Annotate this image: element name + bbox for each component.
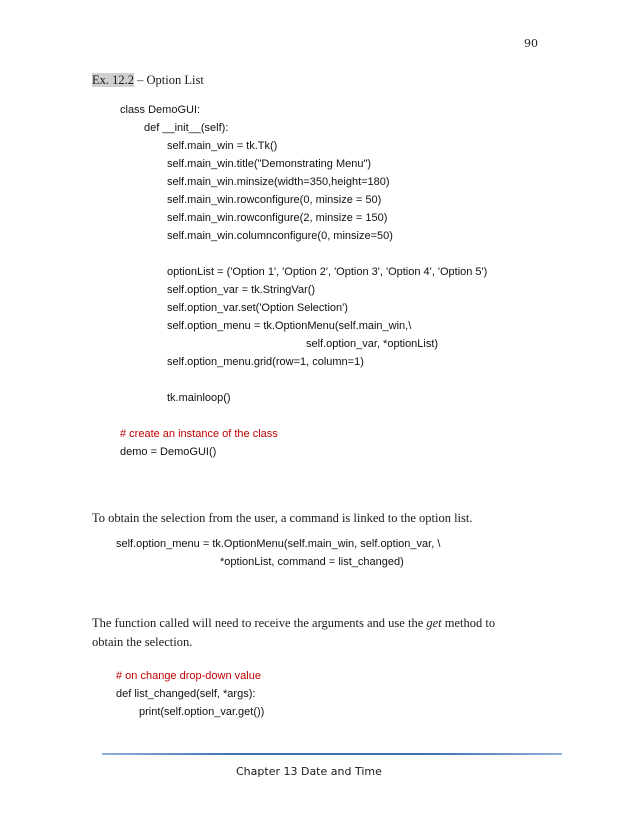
- footer-chapter-title: Chapter 13 Date and Time: [236, 765, 382, 778]
- code-line: self.option_var, *optionList): [306, 338, 439, 350]
- example-heading: [92, 73, 204, 88]
- code-line: print(self.option_var.get()): [139, 706, 265, 718]
- code-line: def __init__(self):: [144, 122, 229, 134]
- code-comment-line: # on change drop-down value: [116, 670, 261, 682]
- code-line: self.option_menu = tk.OptionMenu(self.main_win, self.option_var, \: [116, 538, 441, 550]
- code-comment-line: # create an instance of the class: [120, 428, 278, 440]
- code-line: *optionList, command = list_changed): [220, 556, 404, 568]
- code-line: demo = DemoGUI(): [120, 446, 217, 458]
- paragraph-command-intro: To obtain the selection from the user, a command is linked to the option list.: [92, 511, 473, 525]
- code-block-class-definition: [120, 101, 487, 461]
- code-line: self.option_menu.grid(row=1, column=1): [167, 356, 364, 368]
- code-line: [120, 245, 487, 263]
- code-line: self.main_win.rowconfigure(0, minsize = 50): [167, 194, 382, 206]
- code-line: self.option_menu = tk.OptionMenu(self.main_win,\: [167, 320, 412, 332]
- code-line: self.main_win.columnconfigure(0, minsize=50): [167, 230, 393, 242]
- paragraph-get-method-text-1: The function called will need to receive the arguments and use the: [92, 616, 427, 630]
- footer-divider: [102, 753, 562, 755]
- page-number: 90: [524, 37, 538, 50]
- code-line: self.option_var = tk.StringVar(): [167, 284, 316, 296]
- example-number: Ex. 12.2: [92, 73, 135, 87]
- paragraph-get-method-text-2: method to obtain the selection.: [92, 616, 496, 649]
- code-block-list-changed: [116, 667, 264, 721]
- code-line: self.main_win.rowconfigure(2, minsize = 150): [167, 212, 388, 224]
- code-line: self.option_var.set('Option Selection'): [167, 302, 348, 314]
- code-line: tk.mainloop(): [167, 392, 231, 404]
- code-line: [120, 407, 487, 425]
- code-block-option-menu-command: [116, 535, 440, 571]
- code-line: optionList = ('Option 1', 'Option 2', 'Option 3', 'Option 4', 'Option 5'): [167, 266, 488, 278]
- code-line: class DemoGUI:: [120, 104, 201, 116]
- example-title: – Option List: [134, 73, 204, 87]
- code-line: self.main_win = tk.Tk(): [167, 140, 278, 152]
- code-line: self.main_win.title("Demonstrating Menu"): [167, 158, 372, 170]
- code-line: self.main_win.minsize(width=350,height=180): [167, 176, 390, 188]
- paragraph-get-method-italic: get: [426, 616, 442, 630]
- code-line: [120, 371, 487, 389]
- code-line: def list_changed(self, *args):: [116, 688, 256, 700]
- paragraph-get-method: [92, 614, 522, 651]
